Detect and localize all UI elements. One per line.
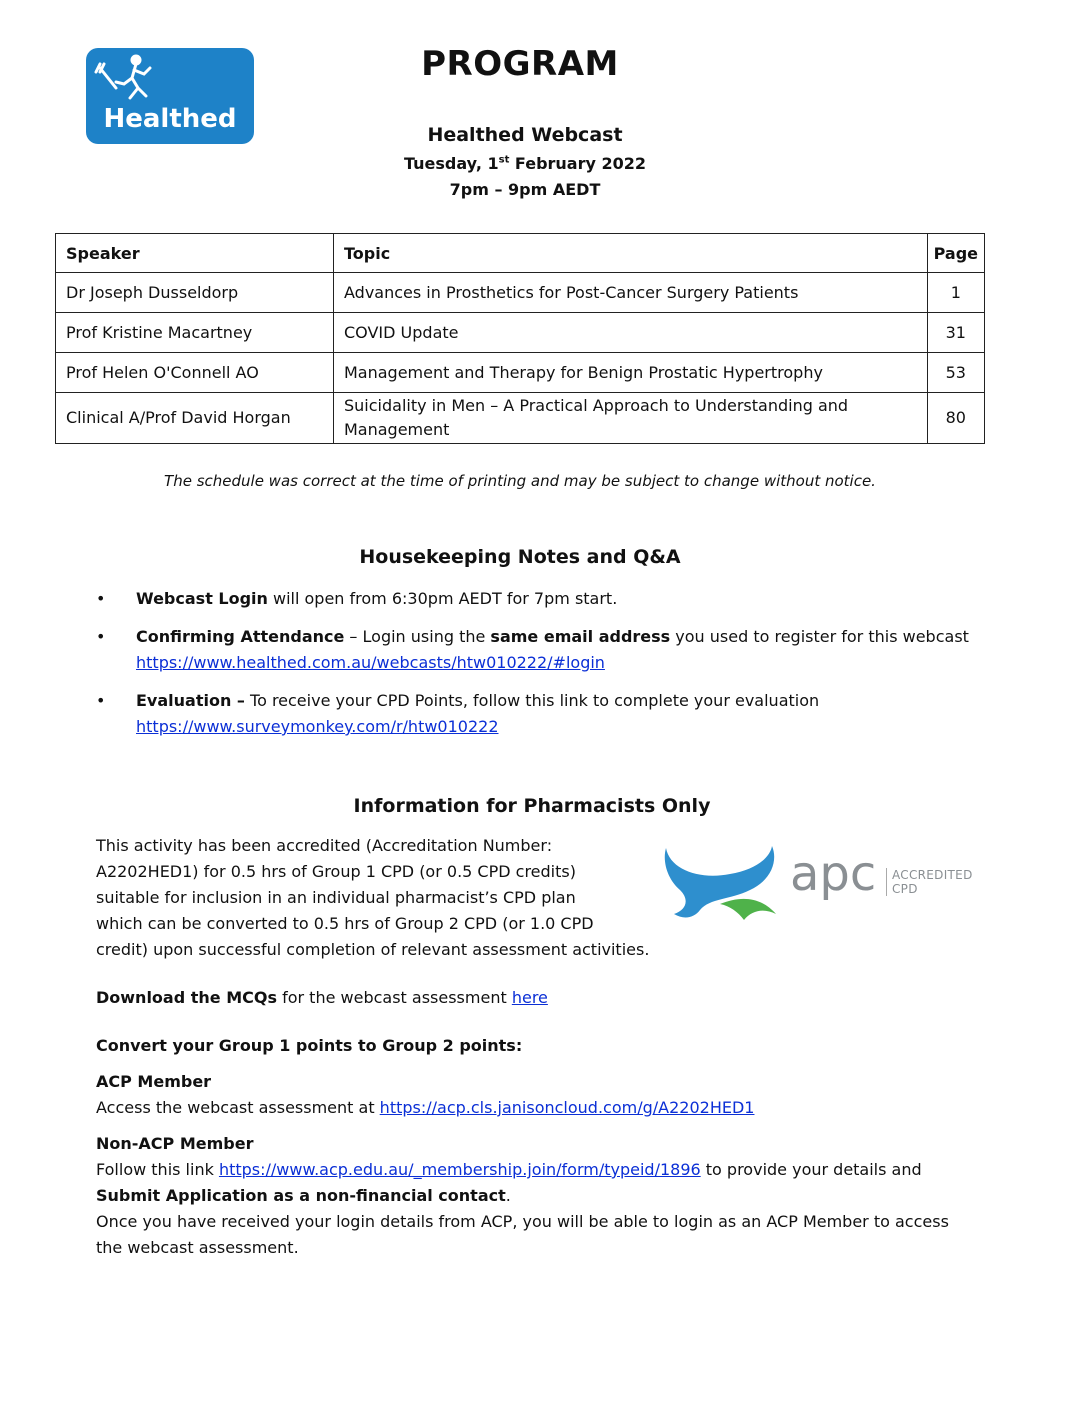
acp-assessment-link[interactable]: https://acp.cls.janisoncloud.com/g/A2202HED1 bbox=[379, 1098, 755, 1117]
table-row bbox=[56, 353, 985, 393]
accreditation-line: A2202HED1) for 0.5 hrs of Group 1 CPD (or 0.5 CPD credits) bbox=[96, 862, 576, 881]
table-row bbox=[56, 393, 985, 444]
apc-accredited-text: ACCREDITED CPD bbox=[892, 868, 973, 896]
event-date: Tuesday, 1st February 2022 bbox=[403, 154, 647, 173]
header-speaker: Speaker bbox=[56, 234, 334, 273]
non-acp-followup-text: Once you have received your login details from ACP, you will be able to login as an ACP Member to access the webcast assessment. bbox=[96, 1212, 949, 1257]
list-item bbox=[92, 688, 992, 740]
page-cell: 31 bbox=[927, 313, 984, 353]
evaluation-label: Evaluation – bbox=[136, 691, 245, 710]
header-page: Page bbox=[927, 234, 984, 273]
page-cell: 80 bbox=[927, 393, 984, 444]
apc-swoosh-icon bbox=[660, 840, 790, 930]
convert-heading: Convert your Group 1 points to Group 2 points: bbox=[96, 1036, 523, 1055]
table-row bbox=[56, 273, 985, 313]
non-acp-member-block bbox=[96, 1131, 976, 1261]
topic-cell: COVID Update bbox=[334, 313, 928, 353]
list-item bbox=[92, 586, 992, 612]
speaker-cell: Prof Kristine Macartney bbox=[56, 313, 334, 353]
topic-cell: Suicidality in Men – A Practical Approach to Understanding and Management bbox=[334, 393, 928, 444]
bullet-icon: • bbox=[96, 691, 106, 710]
accreditation-line: credit) upon successful completion of relevant assessment activities. bbox=[96, 940, 650, 959]
download-text: for the webcast assessment bbox=[277, 988, 512, 1007]
submit-application-text: Submit Application as a non-financial contact bbox=[96, 1186, 506, 1205]
attendance-label: Confirming Attendance bbox=[136, 627, 345, 646]
accreditation-line: suitable for inclusion in an individual pharmacist’s CPD plan bbox=[96, 888, 576, 907]
topic-cell: Management and Therapy for Benign Prostatic Hypertrophy bbox=[334, 353, 928, 393]
logo-wordmark: Healthed bbox=[103, 104, 237, 134]
evaluation-text: To receive your CPD Points, follow this link to complete your evaluation bbox=[244, 691, 820, 710]
page-cell: 1 bbox=[927, 273, 984, 313]
page-title: PROGRAM bbox=[421, 44, 619, 84]
bullet-icon: • bbox=[96, 627, 106, 646]
speaker-cell: Prof Helen O'Connell AO bbox=[56, 353, 334, 393]
table-row bbox=[56, 313, 985, 353]
schedule-note: The schedule was correct at the time of printing and may be subject to change without notice. bbox=[164, 472, 876, 490]
acp-member-text: Access the webcast assessment at https://acp.cls.janisoncloud.com/g/A2202HED1 bbox=[96, 1098, 755, 1117]
same-email-text: same email address bbox=[490, 627, 671, 646]
list-item bbox=[92, 624, 992, 676]
acp-member-heading: ACP Member bbox=[96, 1072, 212, 1091]
attendance-text: – Login using the bbox=[344, 627, 491, 646]
webcast-login-text: will open from 6:30pm AEDT for 7pm start. bbox=[267, 589, 618, 608]
acp-member-block bbox=[96, 1069, 996, 1121]
evaluation-link[interactable]: https://www.surveymonkey.com/r/htw010222 bbox=[136, 717, 499, 736]
acp-membership-link[interactable]: https://www.acp.edu.au/_membership.join/form/typeid/1896 bbox=[218, 1160, 701, 1179]
webcast-login-label: Webcast Login bbox=[136, 589, 268, 608]
speaker-cell: Dr Joseph Dusseldorp bbox=[56, 273, 334, 313]
non-acp-member-heading: Non-ACP Member bbox=[96, 1134, 254, 1153]
housekeeping-heading: Housekeeping Notes and Q&A bbox=[359, 546, 681, 568]
accreditation-line: This activity has been accredited (Accreditation Number: bbox=[96, 836, 553, 855]
webcast-login-link[interactable]: https://www.healthed.com.au/webcasts/htw010222/#login bbox=[136, 653, 605, 672]
page-cell: 53 bbox=[927, 353, 984, 393]
mcq-download-link[interactable]: here bbox=[511, 988, 548, 1007]
header-topic: Topic bbox=[334, 234, 928, 273]
accreditation-paragraph bbox=[96, 833, 716, 963]
non-acp-member-text: Follow this link https://www.acp.edu.au/_membership.join/form/typeid/1896 to provide your details and Submit Application as a non-financial contact. bbox=[96, 1160, 922, 1205]
housekeeping-list bbox=[92, 586, 992, 752]
apc-logo bbox=[660, 840, 990, 930]
speaker-cell: Clinical A/Prof David Horgan bbox=[56, 393, 334, 444]
accreditation-line: which can be converted to 0.5 hrs of Group 2 CPD (or 1.0 CPD bbox=[96, 914, 594, 933]
apc-wordmark: apc bbox=[790, 846, 877, 902]
apc-divider bbox=[886, 868, 887, 896]
event-time: 7pm – 9pm AEDT bbox=[449, 180, 601, 199]
download-mcqs-line bbox=[96, 985, 996, 1011]
event-name: Healthed Webcast bbox=[427, 124, 623, 146]
download-label: Download the MCQs bbox=[96, 988, 277, 1007]
table-header-row bbox=[56, 234, 985, 273]
pharmacists-heading: Information for Pharmacists Only bbox=[353, 795, 711, 817]
program-table bbox=[55, 233, 985, 444]
bullet-icon: • bbox=[96, 589, 106, 608]
topic-cell: Advances in Prosthetics for Post-Cancer Surgery Patients bbox=[334, 273, 928, 313]
attendance-text-2: you used to register for this webcast bbox=[670, 627, 969, 646]
